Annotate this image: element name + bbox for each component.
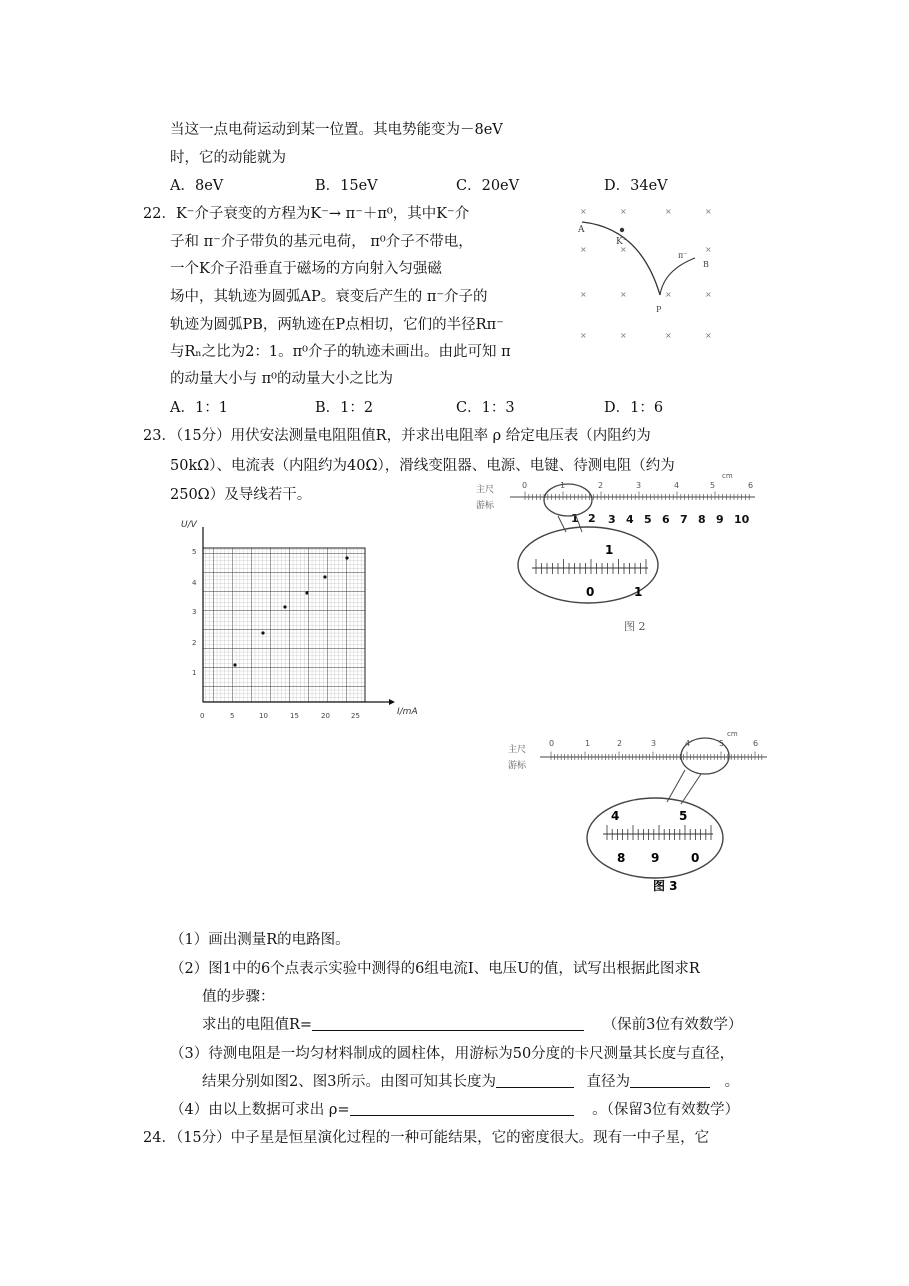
q23-part4-prefix: （4）由以上数据可求出 ρ= (170, 1102, 350, 1118)
svg-text:×: × (665, 331, 672, 340)
svg-text:×: × (705, 207, 712, 216)
fig3-vernier-label: 游标 (508, 761, 527, 771)
fig3-zoom-bottom-9: 9 (651, 851, 660, 865)
x-tick-10: 10 (259, 712, 268, 720)
svg-text:×: × (580, 245, 587, 254)
fig2-bottom-3: 3 (608, 513, 616, 526)
q23-part3b-mid: 直径为 (586, 1074, 631, 1090)
fig2-unit: cm (722, 472, 733, 480)
svg-text:×: × (665, 207, 672, 216)
ui-graph (175, 515, 435, 725)
q23-part4-suffix: 。（保留3位有效数学） (592, 1102, 740, 1118)
y-tick-1: 1 (192, 669, 197, 677)
fig3-top-4: 4 (685, 739, 691, 748)
q21-line2: 时，它的动能就为 (170, 150, 286, 166)
label-pi: π⁻ (678, 251, 688, 260)
data-point (305, 591, 308, 594)
q22-line6: 与Rₙ之比为2：1。π⁰介子的轨迹未画出。由此可知 π (170, 344, 511, 360)
fig3-top-6: 6 (753, 739, 759, 748)
fig2-zoom-circle (544, 484, 592, 516)
vernier-figure-3 (505, 728, 775, 898)
fig2-main-label: 主尺 (476, 485, 495, 495)
q23-line2: 50kΩ）、电流表（内阻约为40Ω），滑线变阻器、电源、电键、待测电阻（约为 (170, 458, 675, 474)
fig3-zoom-ellipse (587, 798, 723, 878)
fig3-top-0: 0 (549, 739, 555, 748)
svg-text:×: × (705, 290, 712, 299)
fig2-bottom-8: 8 (698, 513, 706, 526)
fig2-top-1: 1 (560, 481, 566, 490)
q23-part1: （1）画出测量R的电路图。 (170, 932, 350, 948)
fig2-vernier-label: 游标 (476, 501, 495, 511)
q22-line1: 22．K⁻介子衰变的方程为K⁻→ π⁻＋π⁰，其中K⁻介 (143, 206, 470, 222)
fig2-zoom-bottom-1: 1 (634, 585, 643, 599)
svg-text:×: × (705, 331, 712, 340)
fig2-bottom-5: 5 (644, 513, 652, 526)
fig2-bottom-4: 4 (626, 513, 634, 526)
trajectory-ap (582, 222, 660, 295)
x-tick-20: 20 (321, 712, 330, 720)
q22-option-c: C．1：3 (456, 400, 515, 416)
svg-text:×: × (665, 290, 672, 299)
answer-blank-rho[interactable] (350, 1101, 574, 1116)
fig3-unit: cm (727, 730, 738, 738)
fig2-top-5: 5 (710, 481, 716, 490)
q23-part2c-suffix: （保前3位有效数学） (602, 1017, 743, 1033)
svg-text:×: × (620, 331, 627, 340)
graph-grid-coarse (203, 548, 365, 702)
y-tick-4: 4 (192, 579, 197, 587)
label-p: P (656, 305, 662, 314)
data-point (261, 631, 264, 634)
fig3-caption: 图 3 (653, 879, 678, 893)
fig3-top-3: 3 (651, 739, 657, 748)
svg-text:×: × (620, 207, 627, 216)
fig2-bottom-6: 6 (662, 513, 670, 526)
fig2-top-2: 2 (598, 481, 604, 490)
svg-text:×: × (580, 207, 587, 216)
q23-line1: 23．（15分）用伏安法测量电阻阻值R，并求出电阻率 ρ 给定电压表（内阻约为 (143, 428, 651, 444)
x-tick-15: 15 (290, 712, 299, 720)
fig3-zoom-bottom-8: 8 (617, 851, 626, 865)
y-tick-3: 3 (192, 608, 197, 616)
fig3-top-1: 1 (585, 739, 591, 748)
q23-part4 (170, 1101, 739, 1119)
q22-line3: 一个K介子沿垂直于磁场的方向射入匀强磁 (170, 261, 442, 277)
q23-part3b-suffix: 。 (724, 1074, 740, 1090)
q23-part3b-prefix: 结果分别如图2、图3所示。由图可知其长度为 (202, 1074, 496, 1090)
fig3-top-5: 5 (719, 739, 725, 748)
svg-text:×: × (580, 290, 587, 299)
q22-option-d: D．1：6 (604, 400, 664, 416)
q21-line1: 当这一点电荷运动到某一位置。其电势能变为－8eV (170, 122, 503, 138)
data-point (323, 575, 326, 578)
q21-option-b: B．15eV (315, 178, 378, 194)
fig3-top-2: 2 (617, 739, 623, 748)
svg-text:×: × (580, 331, 587, 340)
y-tick-5: 5 (192, 548, 197, 556)
svg-text:×: × (620, 290, 627, 299)
x-tick-25: 25 (351, 712, 360, 720)
x-axis-arrow (389, 699, 395, 705)
q21-option-d: D．34eV (604, 178, 668, 194)
data-point (283, 605, 286, 608)
fig3-main-label: 主尺 (508, 745, 527, 755)
x-tick-5: 5 (230, 712, 235, 720)
answer-blank-length[interactable] (496, 1073, 574, 1088)
label-b: B (703, 260, 709, 269)
fig2-top-4: 4 (674, 481, 680, 490)
vernier-figure-2 (470, 470, 760, 635)
q22-line4: 场中，其轨迹为圆弧AP。衰变后产生的 π⁻介子的 (170, 289, 488, 305)
answer-blank-r[interactable] (312, 1016, 584, 1031)
fig3-zoom-top-4: 4 (611, 809, 620, 823)
q21-option-c: C．20eV (456, 178, 520, 194)
fig2-bottom-9: 9 (716, 513, 724, 526)
magnetic-field-figure (570, 200, 720, 345)
q23-line3: 250Ω）及导线若干。 (170, 487, 312, 503)
q22-option-b: B．1：2 (315, 400, 374, 416)
fig3-zoom-circle (681, 738, 729, 774)
q23-part2a: （2）图1中的6个点表示实验中测得的6组电流I、电压U的值，试写出根据此图求R (170, 961, 700, 977)
q22-line7: 的动量大小与 π⁰的动量大小之比为 (170, 371, 393, 387)
data-point (345, 556, 348, 559)
q23-part3a: （3）待测电阻是一均匀材料制成的圆柱体，用游标为50分度的卡尺测量其长度与直径， (170, 1046, 735, 1062)
q24-line1: 24．（15分）中子星是恒星演化过程的一种可能结果，它的密度很大。现有一中子星，它 (143, 1130, 710, 1146)
q23-part2c (202, 1016, 742, 1034)
q23-part3b (202, 1073, 739, 1091)
fig2-zoom-bottom-0: 0 (586, 585, 595, 599)
fig2-zoom-top: 1 (605, 543, 614, 557)
fig2-top-6: 6 (748, 481, 754, 490)
label-a: A (578, 225, 585, 235)
fig2-caption: 图 2 (624, 620, 646, 633)
q22-option-a: A．1：1 (170, 400, 228, 416)
answer-blank-diameter[interactable] (630, 1073, 710, 1088)
q23-part2c-prefix: 求出的电阻值R= (202, 1017, 313, 1033)
y-axis-label: U/V (181, 520, 197, 530)
fig2-bottom-1: 1 (571, 512, 579, 525)
fig2-top-3: 3 (636, 481, 642, 490)
q22-line2: 子和 π⁻介子带负的基元电荷， π⁰介子不带电， (170, 234, 473, 250)
x-tick-0: 0 (200, 712, 205, 720)
label-k: K⁻ (616, 237, 628, 247)
fig2-bottom-10: 10 (734, 513, 750, 526)
q21-option-a: A．8eV (170, 178, 224, 194)
k-meson-dot (620, 228, 624, 232)
fig3-zoom-bottom-0: 0 (691, 851, 700, 865)
data-point (233, 663, 236, 666)
svg-text:×: × (705, 245, 712, 254)
fig3-zoom-top-5: 5 (679, 809, 688, 823)
y-tick-2: 2 (192, 639, 197, 647)
fig2-bottom-7: 7 (680, 513, 688, 526)
fig2-bottom-2: 2 (588, 512, 596, 525)
q23-part2b: 值的步骤： (202, 989, 275, 1005)
x-axis-label: I/mA (397, 707, 418, 717)
svg-text:×: × (620, 245, 627, 254)
q22-line5: 轨迹为圆弧PB，两轨迹在P点相切，它们的半径Rπ⁻ (170, 317, 504, 333)
fig2-top-0: 0 (522, 481, 528, 490)
